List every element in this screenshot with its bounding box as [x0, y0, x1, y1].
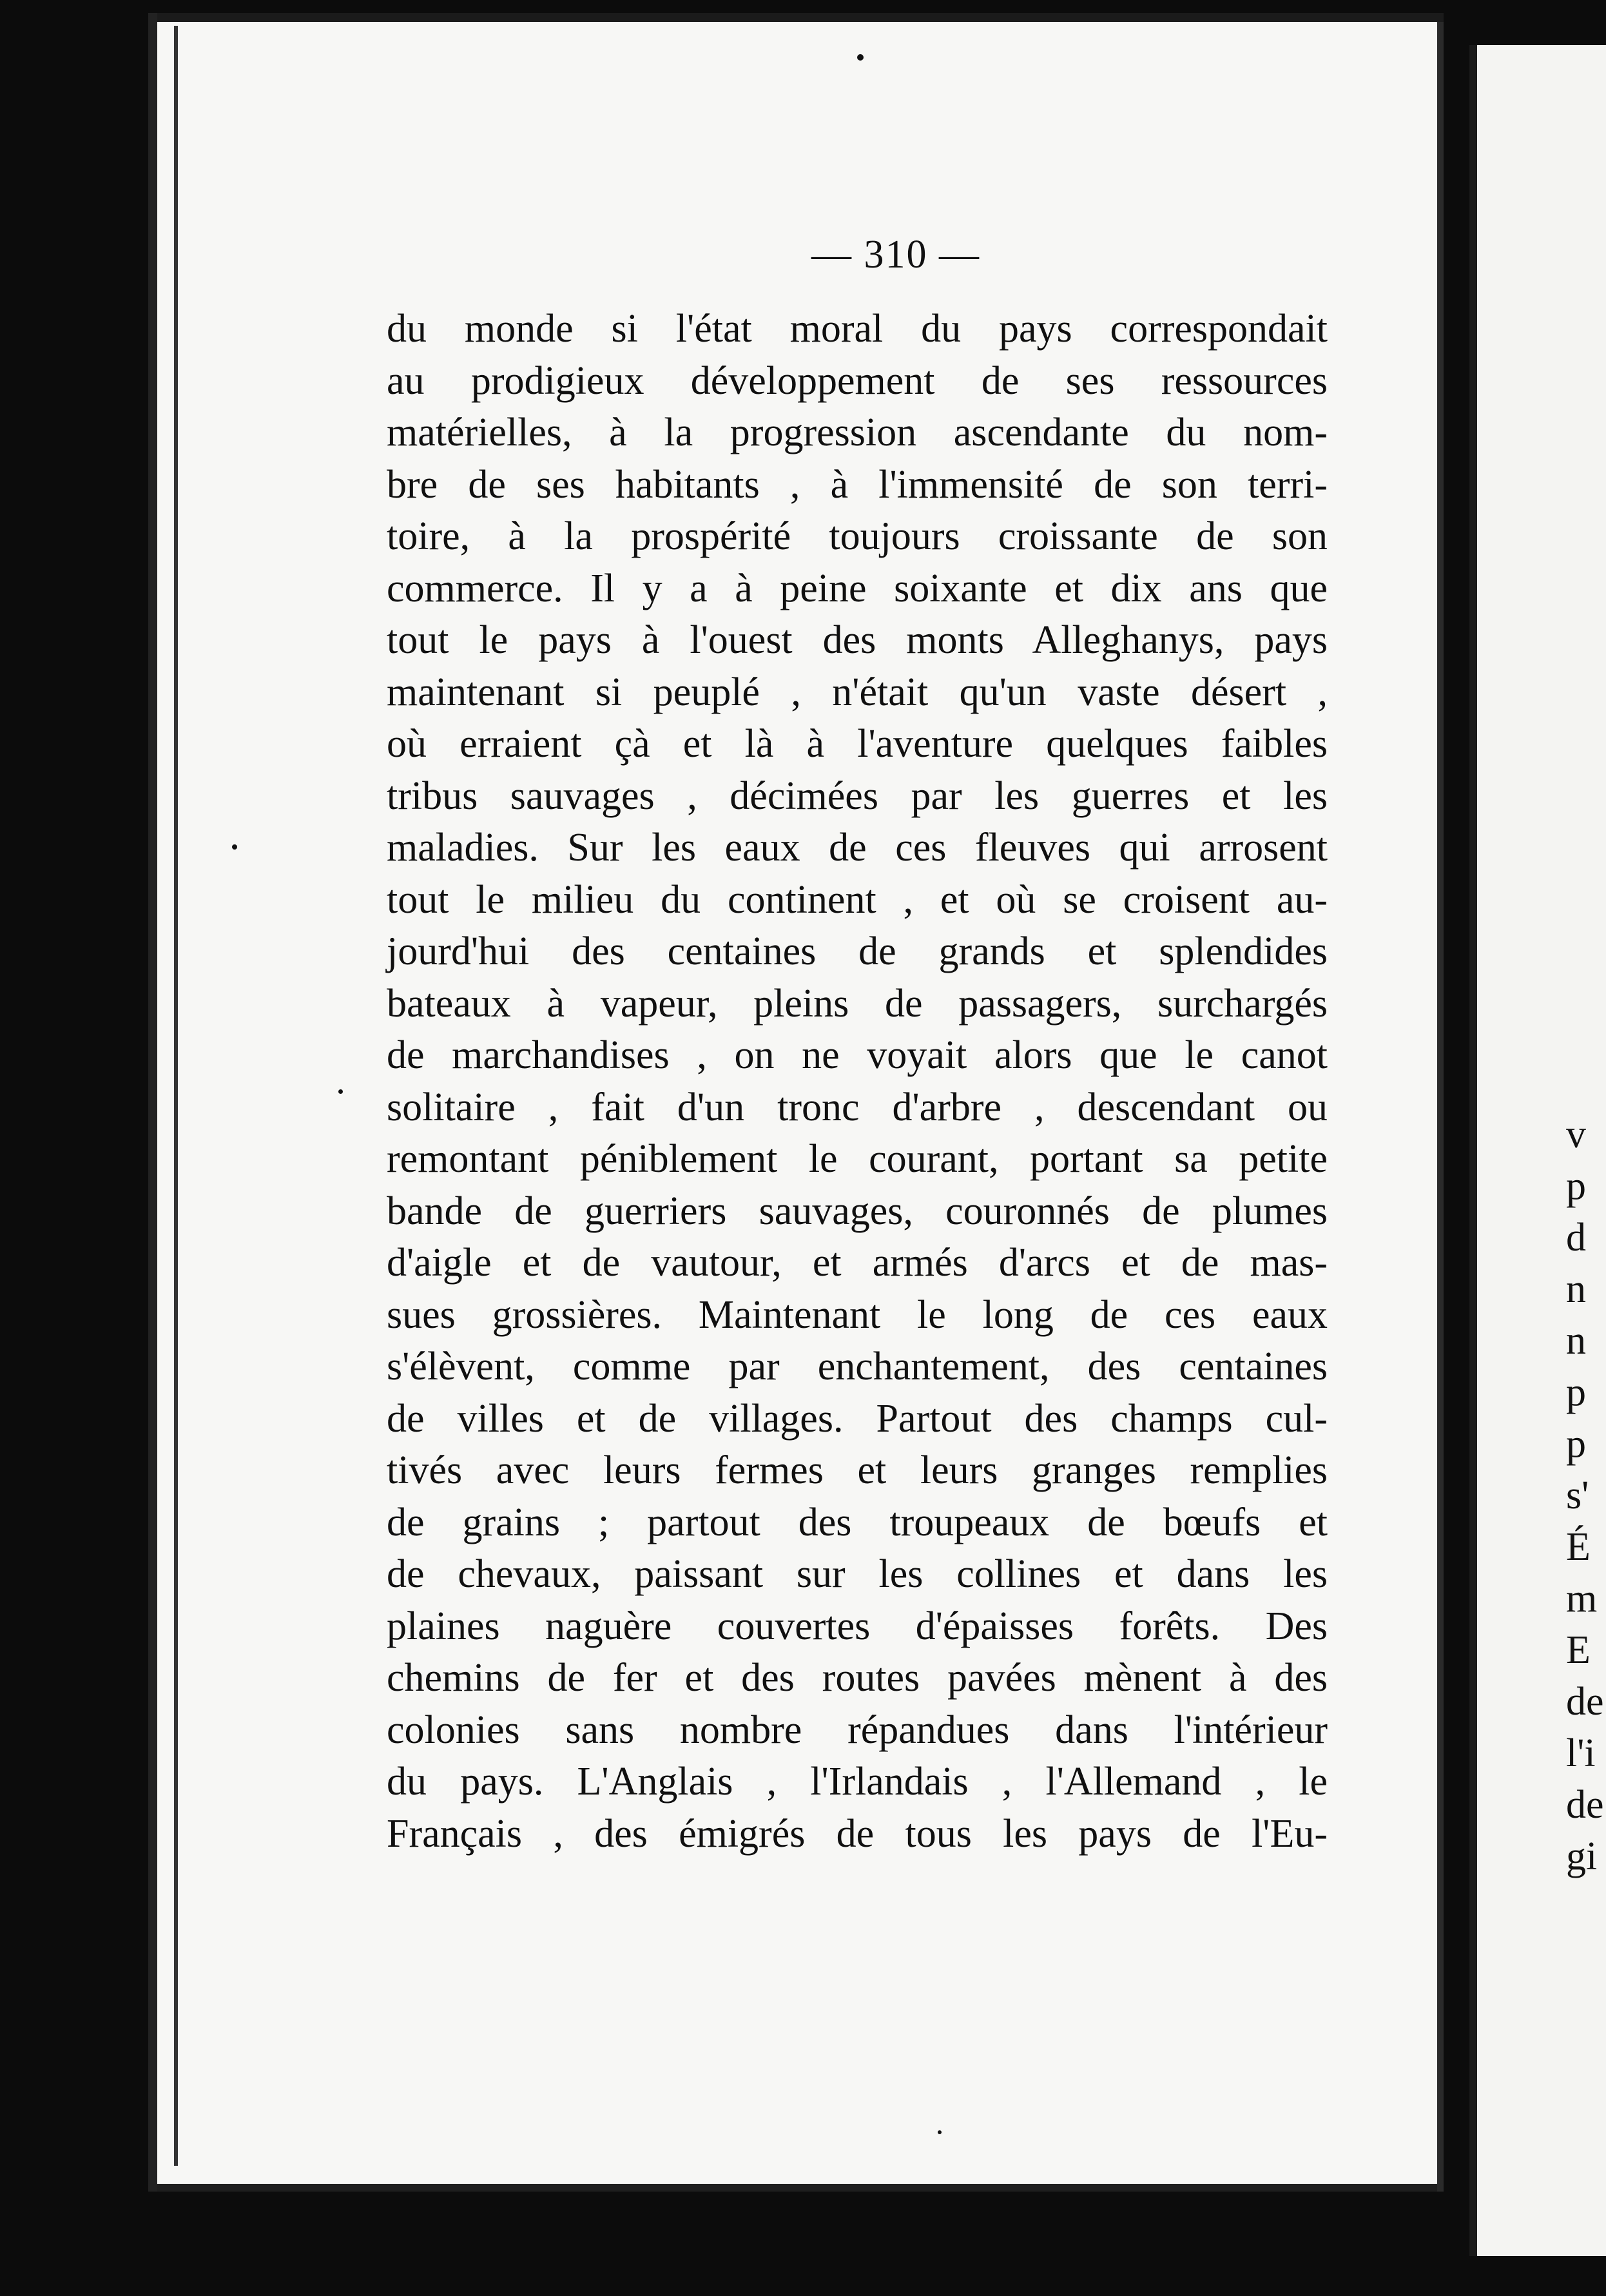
- text-line: Français , des émigrés de tous les pays de l'Eu-: [387, 1811, 1328, 1856]
- fragment: l'i: [1566, 1731, 1596, 1775]
- text-line: d'aigle et de vautour, et armés d'arcs et de mas-: [387, 1241, 1328, 1285]
- text-line: de grains ; partout des troupeaux de bœufs et: [387, 1500, 1328, 1544]
- fragment: v: [1566, 1113, 1586, 1156]
- facing-page-fragments: [1566, 1109, 1606, 1882]
- text-line: jourd'hui des centaines de grands et splendides: [387, 929, 1328, 973]
- text-line: bande de guerriers sauvages, couronnés de plumes: [387, 1189, 1328, 1233]
- text-line: de marchandises , on ne voyait alors que le canot: [387, 1033, 1328, 1077]
- fragment: É: [1566, 1525, 1591, 1569]
- text-line: remontant péniblement le courant, portant sa petite: [387, 1137, 1328, 1181]
- text-line: tribus sauvages , décimées par les guerres et les: [387, 773, 1328, 818]
- text-line: commerce. Il y a à peine soixante et dix ans que: [387, 566, 1328, 610]
- fragment: n: [1566, 1319, 1586, 1363]
- text-line: toire, à la prospérité toujours croissante de son: [387, 514, 1328, 558]
- text-line: tout le milieu du continent , et où se croisent au-: [387, 877, 1328, 922]
- text-line: où erraient çà et là à l'aventure quelques faibles: [387, 722, 1328, 766]
- text-line: du pays. L'Anglais , l'Irlandais , l'Allemand , le: [387, 1760, 1328, 1804]
- fragment: m: [1566, 1577, 1598, 1620]
- text-line: solitaire , fait d'un tronc d'arbre , descendant ou: [387, 1085, 1328, 1129]
- text-line: de chevaux, paissant sur les collines et dans les: [387, 1552, 1328, 1596]
- fragment: s': [1566, 1474, 1589, 1517]
- speck: [338, 1089, 343, 1094]
- text-line: matérielles, à la progression ascendante du nom-: [387, 411, 1328, 454]
- text-line: de villes et de villages. Partout des champs cul-: [387, 1396, 1328, 1441]
- text-line: maladies. Sur les eaux de ces fleuves qui arrosent: [387, 826, 1328, 870]
- speck: [938, 2130, 942, 2134]
- fragment: d: [1566, 1216, 1586, 1260]
- fragment: gi: [1566, 1834, 1598, 1878]
- fragment: E: [1566, 1628, 1591, 1672]
- text-line: sues grossières. Maintenant le long de ces eaux: [387, 1292, 1328, 1337]
- speck: [232, 844, 237, 850]
- text-line: tout le pays à l'ouest des monts Alleghanys, pays: [387, 618, 1328, 662]
- text-line: au prodigieux développement de ses ressources: [387, 358, 1328, 403]
- text-line: colonies sans nombre répandues dans l'intérieur: [387, 1707, 1328, 1752]
- fragment: n: [1566, 1267, 1586, 1311]
- page-number: — 310 —: [811, 233, 980, 277]
- text-line: s'élèvent, comme par enchantement, des centaines: [387, 1345, 1328, 1388]
- page-body: [387, 303, 1328, 1860]
- text-line: plaines naguère couvertes d'épaisses forêts. Des: [387, 1604, 1328, 1648]
- text-line: bre de ses habitants , à l'immensité de son terri-: [387, 462, 1328, 507]
- text-line: chemins de fer et des routes pavées mènent à des: [387, 1656, 1328, 1700]
- fragment: de: [1566, 1680, 1604, 1724]
- fragment: p: [1566, 1164, 1586, 1208]
- text-line: du monde si l'état moral du pays correspondait: [387, 307, 1328, 351]
- fragment: de: [1566, 1783, 1604, 1827]
- fragment: p: [1566, 1422, 1586, 1466]
- text-line: tivés avec leurs fermes et leurs granges remplies: [387, 1448, 1328, 1492]
- speck: [857, 54, 864, 61]
- text-line: bateaux à vapeur, pleins de passagers, surchargés: [387, 981, 1328, 1026]
- text-line: maintenant si peuplé , n'était qu'un vaste désert ,: [387, 670, 1328, 714]
- fragment: p: [1566, 1370, 1586, 1414]
